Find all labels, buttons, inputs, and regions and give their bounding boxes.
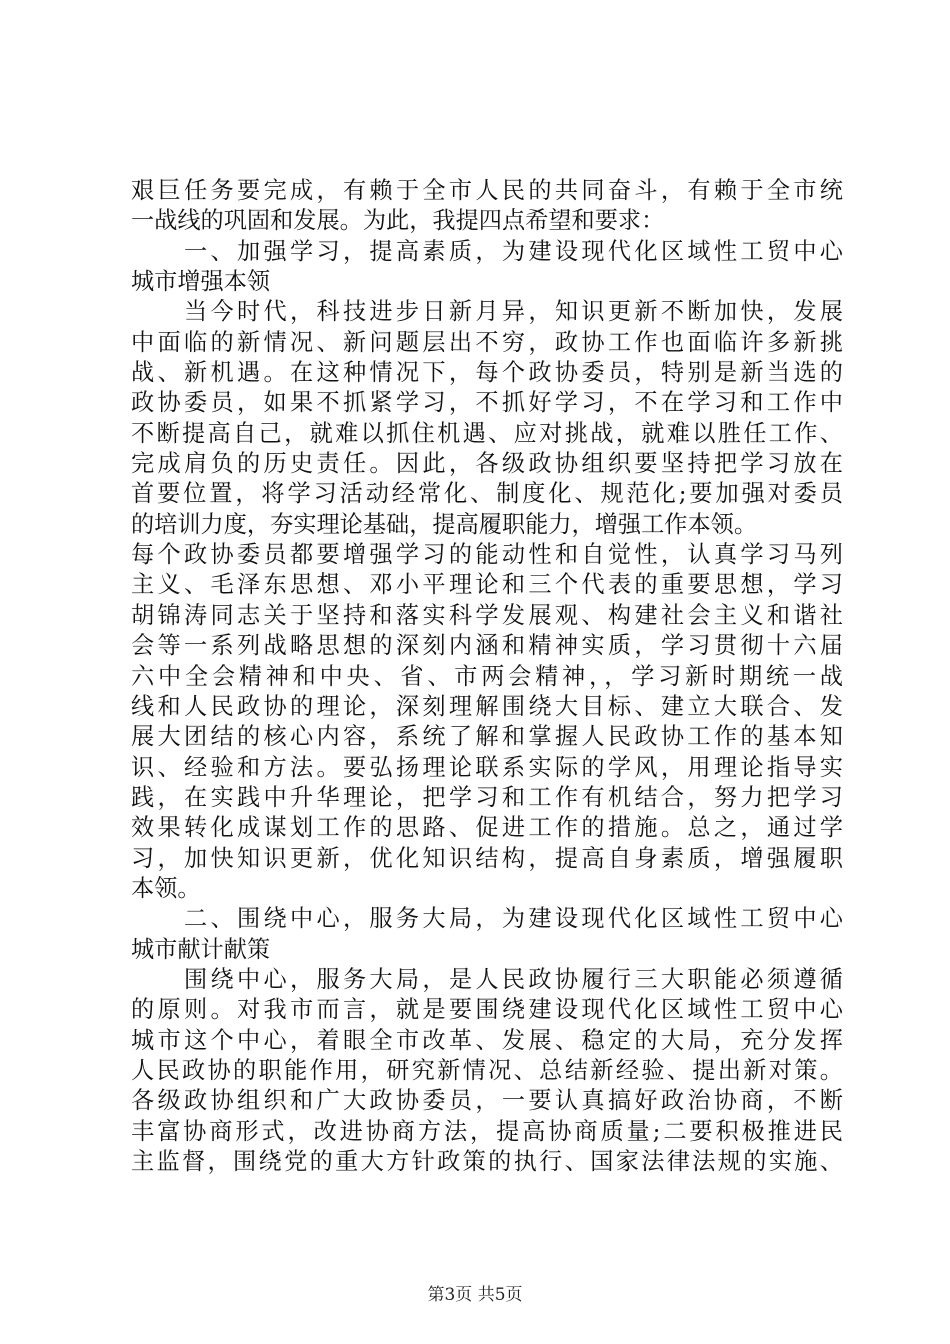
text-line: 习，加快知识更新，优化知识结构，提高自身素质，增强履职 bbox=[131, 844, 843, 872]
text-line: 不断提高自己，就难以抓住机遇、应对挑战，就难以胜任工作、 bbox=[131, 419, 843, 447]
text-line: 主监督，围绕党的重大方针政策的执行、国家法律法规的实施、 bbox=[131, 1148, 843, 1175]
text-line: 本领。 bbox=[131, 874, 201, 902]
body-text bbox=[131, 176, 843, 1177]
text-line: 效果转化成谋划工作的思路、促进工作的措施。总之，通过学 bbox=[131, 814, 843, 842]
text-line: 的培训力度，夯实理论基础，提高履职能力，增强工作本领。 bbox=[131, 510, 758, 538]
text-line: 践，在实践中升华理论，把学习和工作有机结合，努力把学习 bbox=[131, 783, 843, 811]
text-line: 六中全会精神和中央、省、市两会精神，，学习新时期统一战 bbox=[131, 662, 843, 690]
text-line: 中面临的新情况、新问题层出不穷，政协工作也面临许多新挑 bbox=[131, 328, 843, 356]
text-line: 展大团结的核心内容，系统了解和掌握人民政协工作的基本知 bbox=[131, 723, 843, 751]
text-line: 城市献计献策 bbox=[131, 935, 271, 963]
text-line: 完成肩负的历史责任。因此，各级政协组织要坚持把学习放在 bbox=[131, 450, 843, 478]
text-line: 识、经验和方法。要弘扬理论联系实际的学风，用理论指导实 bbox=[131, 753, 843, 781]
text-line: 主义、毛泽东思想、邓小平理论和三个代表的重要思想，学习 bbox=[131, 571, 843, 599]
text-line: 丰富协商形式，改进协商方法，提高协商质量;二要积极推进民 bbox=[131, 1117, 843, 1145]
text-line: 一、加强学习，提高素质，为建设现代化区域性工贸中心 bbox=[131, 237, 843, 265]
text-line: 各级政协组织和广大政协委员，一要认真搞好政治协商，不断 bbox=[131, 1087, 843, 1115]
text-line: 城市这个中心，着眼全市改革、发展、稳定的大局，充分发挥 bbox=[131, 1026, 843, 1054]
text-line: 政协委员，如果不抓紧学习，不抓好学习，不在学习和工作中 bbox=[131, 389, 843, 417]
page-footer: 第3页 共5页 bbox=[427, 1285, 523, 1305]
text-line: 人民政协的职能作用，研究新情况、总结新经验、提出新对策。 bbox=[131, 1056, 843, 1084]
text-line: 围绕中心，服务大局，是人民政协履行三大职能必须遵循 bbox=[131, 965, 843, 993]
text-line: 每个政协委员都要增强学习的能动性和自觉性，认真学习马列 bbox=[131, 541, 843, 569]
text-line: 首要位置，将学习活动经常化、制度化、规范化;要加强对委员 bbox=[131, 480, 843, 508]
text-line: 战、新机遇。在这种情况下，每个政协委员，特别是新当选的 bbox=[131, 359, 843, 387]
text-line: 会等一系列战略思想的深刻内涵和精神实质，学习贯彻十六届 bbox=[131, 632, 843, 660]
text-line: 艰巨任务要完成，有赖于全市人民的共同奋斗，有赖于全市统 bbox=[131, 177, 843, 204]
text-line: 线和人民政协的理论，深刻理解围绕大目标、建立大联合、发 bbox=[131, 692, 843, 720]
text-line: 胡锦涛同志关于坚持和落实科学发展观、构建社会主义和谐社 bbox=[131, 601, 843, 629]
text-line: 二、围绕中心，服务大局，为建设现代化区域性工贸中心 bbox=[131, 905, 843, 933]
text-line: 的原则。对我市而言，就是要围绕建设现代化区域性工贸中心 bbox=[131, 996, 843, 1024]
text-line: 城市增强本领 bbox=[131, 268, 271, 296]
text-line: 当今时代，科技进步日新月异，知识更新不断加快，发展 bbox=[131, 298, 843, 326]
text-line: 一战线的巩固和发展。为此，我提四点希望和要求： bbox=[131, 207, 665, 235]
